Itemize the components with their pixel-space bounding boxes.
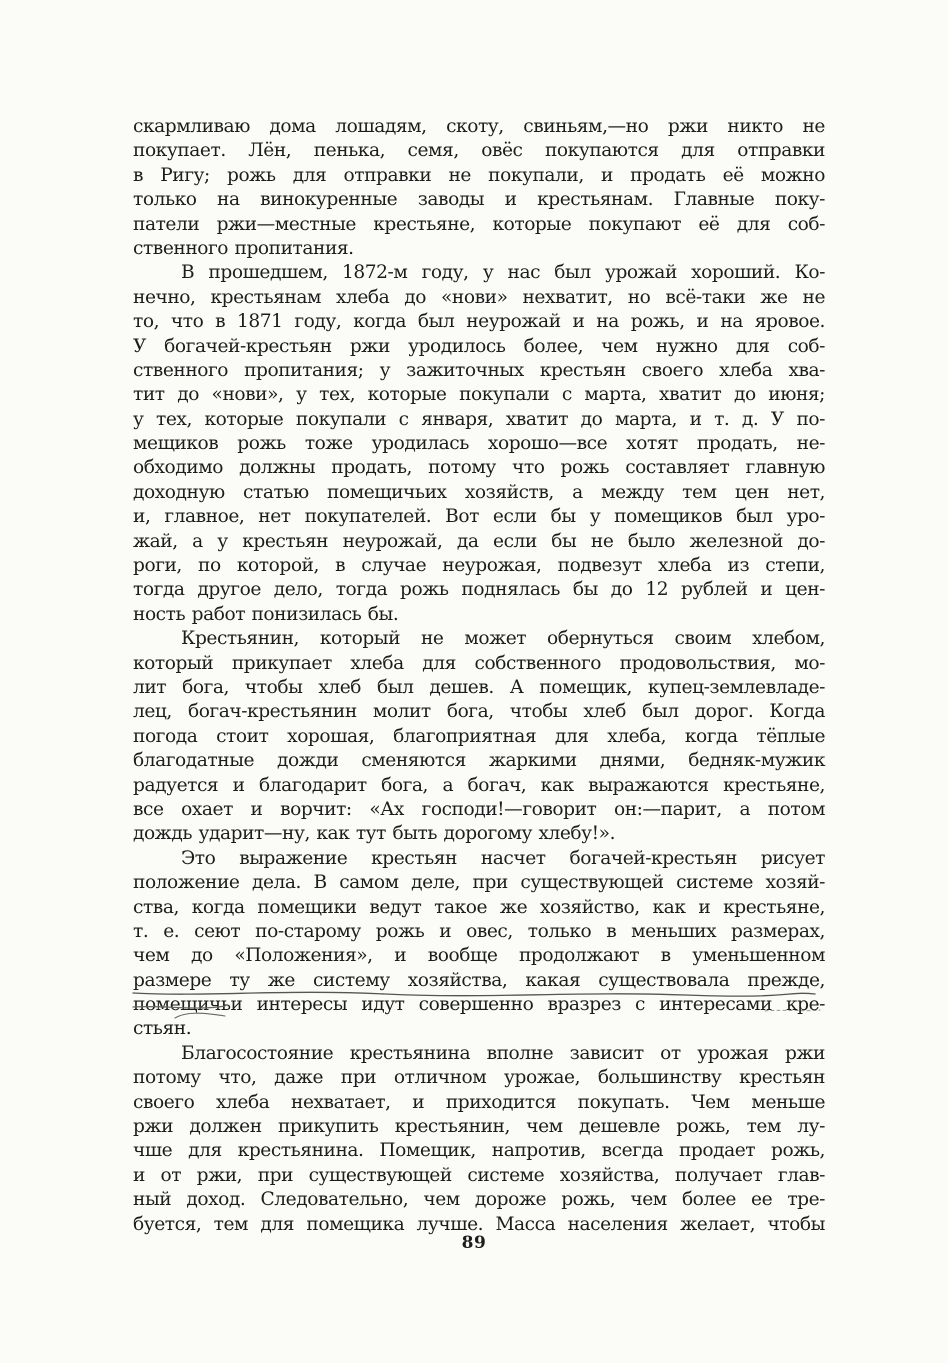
text-line: дождь ударит—ну, как тут быть дорогому хлебу!». — [133, 823, 616, 845]
text-line: скармливаю дома лошадям, скоту, свиньям,—но ржи никто не — [133, 116, 825, 137]
text-line: помещичьи интересы идут совершенно вразрез с интересами кре- — [133, 994, 825, 1016]
text-line: ржи должен прикупить крестьянин, чем дешевле рожь, тем лу- — [133, 1116, 825, 1138]
paragraph — [133, 1042, 825, 1237]
text-line: в Ригу; рожь для отправки не покупали, и продать её можно — [133, 164, 825, 186]
text-line: т. е. сеют по-старому рожь и овес, только в меньших размерах, — [133, 920, 825, 942]
body-text — [133, 115, 825, 1237]
text-line: Это выражение крестьян насчет богачей-крестьян рисует — [181, 847, 825, 869]
text-line: ный доход. Следовательно, чем дороже рожь, чем более ее тре- — [133, 1189, 825, 1211]
text-line: только на винокуренные заводы и крестьянам. Главные поку- — [133, 189, 825, 211]
text-line: лит бога, чтобы хлеб был дешев. А помещик, купец-землевладе- — [133, 676, 825, 698]
text-line: у тех, которые покупали с января, хватит до марта, и т. д. У по- — [133, 408, 825, 430]
text-line: чше для крестьянина. Помещик, напротив, всегда продает рожь, — [133, 1140, 825, 1162]
text-line: доходную статью помещичьих хозяйств, а между тем цен нет, — [133, 481, 825, 503]
text-line: все охает и ворчит: «Ах господи!—говорит он:—парит, а потом — [133, 798, 825, 820]
text-line: и, главное, нет покупателей. Вот если бы у помещиков был уро- — [133, 506, 825, 528]
text-line: лец, богач-крестьянин молит бога, чтобы хлеб был дорог. Когда — [133, 701, 825, 723]
text-line: жай, а у крестьян неурожай, да если бы не было железной до- — [133, 530, 825, 552]
text-line: ственного пропитания; у зажиточных крестьян своего хлеба хва- — [133, 359, 825, 381]
text-line: чем до «Положения», и вообще продолжают в уменьшенном — [133, 945, 825, 967]
text-line: покупает. Лён, пенька, семя, овёс покупаются для отправки — [133, 140, 825, 162]
text-line: нечно, крестьянам хлеба до «нови» нехватит, но всё-таки же не — [133, 286, 825, 308]
text-line: погода стоит хорошая, благоприятная для хлеба, когда тёплые — [133, 725, 825, 747]
text-line: размере ту же систему хозяйства, какая существовала прежде, — [133, 969, 825, 991]
text-line: стьян. — [133, 1018, 192, 1040]
text-line: Крестьянин, который не может обернуться своим хлебом, — [181, 628, 825, 650]
text-line: благодатные дожди сменяются жаркими днями, бедняк-мужик — [133, 750, 825, 772]
text-line: тит до «нови», у тех, которые покупали с марта, хватит до июня; — [133, 384, 825, 406]
text-line: потому что, даже при отличном урожае, большинству крестьян — [133, 1067, 825, 1089]
text-line: роги, по которой, в случае неурожая, подвезут хлеба из степи, — [133, 555, 825, 577]
text-line: положение дела. В самом деле, при существующей системе хозяй- — [133, 872, 825, 894]
paragraph — [133, 847, 825, 1042]
text-line: то, что в 1871 году, когда был неурожай и на рожь, и на яровое. — [133, 311, 825, 333]
text-line: ства, когда помещики ведут такое же хозяйство, как и крестьяне, — [133, 896, 825, 918]
text-line: своего хлеба нехватает, и приходится покупать. Чем меньше — [133, 1091, 825, 1113]
text-line: мещиков рожь тоже уродилась хорошо—все хотят продать, не- — [133, 433, 825, 455]
text-line: ность работ понизилась бы. — [133, 603, 399, 625]
text-line: буется, тем для помещика лучше. Масса населения желает, чтобы — [133, 1213, 825, 1235]
text-line: Благосостояние крестьянина вполне зависит от урожая ржи — [181, 1042, 825, 1064]
text-line: обходимо должны продать, потому что рожь составляет главную — [133, 457, 825, 479]
text-line: патели ржи—местные крестьяне, которые покупают её для соб- — [133, 213, 825, 235]
text-line: В прошедшем, 1872-м году, у нас был урожай хороший. Ко- — [181, 262, 825, 284]
text-line: и от ржи, при существующей системе хозяйства, получает глав- — [133, 1164, 825, 1186]
text-line: У богачей-крестьян ржи уродилось более, чем нужно для соб- — [133, 335, 825, 357]
text-line: тогда другое дело, тогда рожь поднялась бы до 12 рублей и цен- — [133, 579, 825, 601]
text-line: который прикупает хлеба для собственного продовольствия, мо- — [133, 652, 825, 674]
paragraph — [133, 261, 825, 627]
page-number: 89 — [461, 1233, 487, 1253]
text-line: ственного пропитания. — [133, 237, 354, 259]
text-line: радуется и благодарит бога, а богач, как выражаются крестьяне, — [133, 774, 825, 796]
paragraph — [133, 627, 825, 847]
paragraph — [133, 115, 825, 261]
